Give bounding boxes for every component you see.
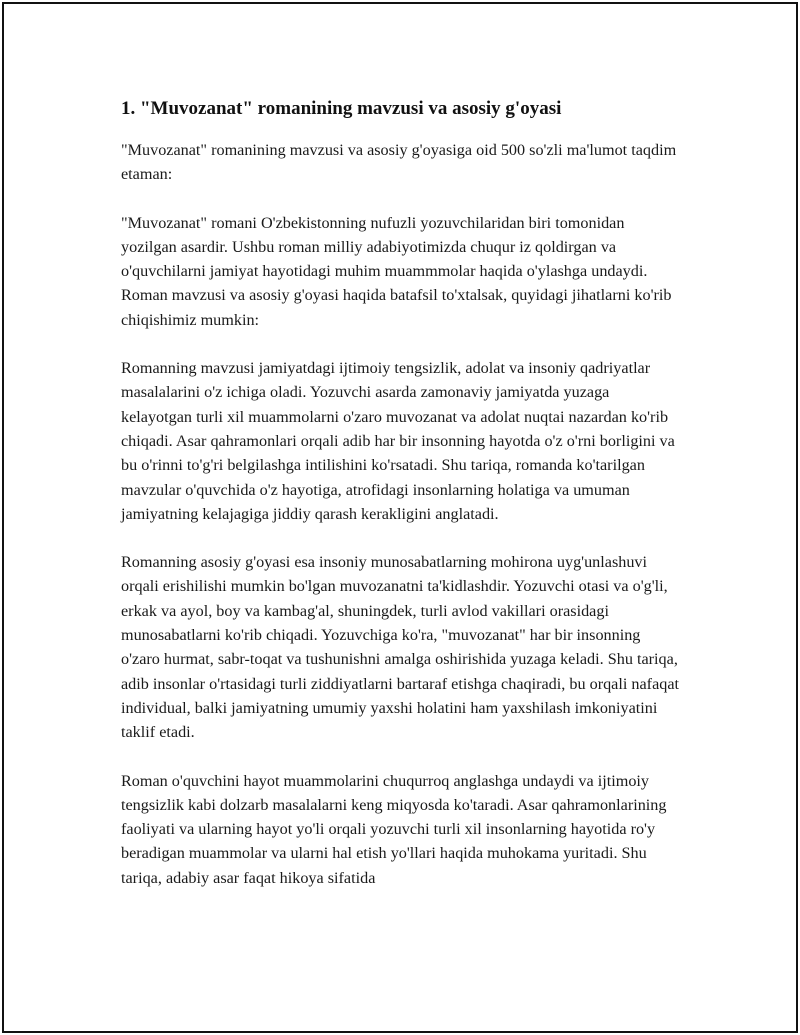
paragraph-main-idea: Romanning asosiy g'oyasi esa insoniy munosabatlarning mohirona uyg'unlashuvi orqali erishilishi mumkin bo'lgan muvozanatni ta'kidlashdir. Yozuvchi otasi va o'g'li, erkak va ayol, boy va kambag'al, shuningdek, turli avlod vakillari orasidagi munosabatlarni ko'rib chiqadi. Yozuvchiga ko'ra, "muvozanat" har bir insonning o'zaro hurmat, sabr-toqat va tushunishni amalga oshirishida yuzaga keladi. Shu tariqa, adib insonlar o'rtasidagi turli ziddiyatlarni bartaraf etishga chaqiradi, bu orqali nafaqat individual, balki jamiyatning umumiy yaxshi holatini ham yaxshilash imkoniyatini taklif etadi. [121, 553, 680, 742]
document-heading: 1. "Muvozanat" romanining mavzusi va asosiy g'oyasi [121, 98, 562, 119]
paragraph-conclusion: Roman o'quvchini hayot muammolarini chuqurroq anglashga undaydi va ijtimoiy tengsizlik kabi dolzarb masalalarni keng miqyosda ko'taradi. Asar qahramonlarining faoliyati va ularning hayot yo'li orqali yozuvchi turli xil insonlarning hayotida ro'y beradigan muammolar va ularni hal etish yo'llari haqida muhokama yuritadi. Shu tariqa, adabiy asar faqat hikoya sifatida [121, 771, 667, 887]
page-frame [2, 2, 798, 1033]
document-body [121, 97, 681, 914]
paragraph-about-novel: "Muvozanat" romani O'zbekistonning nufuzli yozuvchilaridan biri tomonidan yozilgan asardir. Ushbu roman milliy adabiyotimizda chuqur iz qoldirgan va o'quvchilarni jamiyat hayotidagi muhim muammmolar haqida o'ylashga undaydi. Roman mavzusi va asosiy g'oyasi haqida batafsil to'xtalsak, quyidagi jihatlarni ko'rib chiqishimiz mumkin: [121, 213, 672, 329]
paragraph-intro: "Muvozanat" romanining mavzusi va asosiy g'oyasiga oid 500 so'zli ma'lumot taqdim etaman: [121, 141, 677, 184]
paragraph-theme: Romanning mavzusi jamiyatdagi ijtimoiy tengsizlik, adolat va insoniy qadriyatlar masalalarini o'z ichiga oladi. Yozuvchi asarda zamonaviy jamiyatda yuzaga kelayotgan turli xil muammolarni o'zaro muvozanat va adolat nuqtai nazardan ko'rib chiqadi. Asar qahramonlari orqali adib har bir insonning hayotda o'z o'rni borligini va bu o'rinni to'g'ri belgilashga intilishini ko'rsatadi. Shu tariqa, romanda ko'tarilgan mavzular o'quvchida o'z hayotiga, atrofidagi insonlarning holatiga va umuman jamiyatning kelajagiga jiddiy qarash kerakligini anglatadi. [121, 359, 675, 523]
